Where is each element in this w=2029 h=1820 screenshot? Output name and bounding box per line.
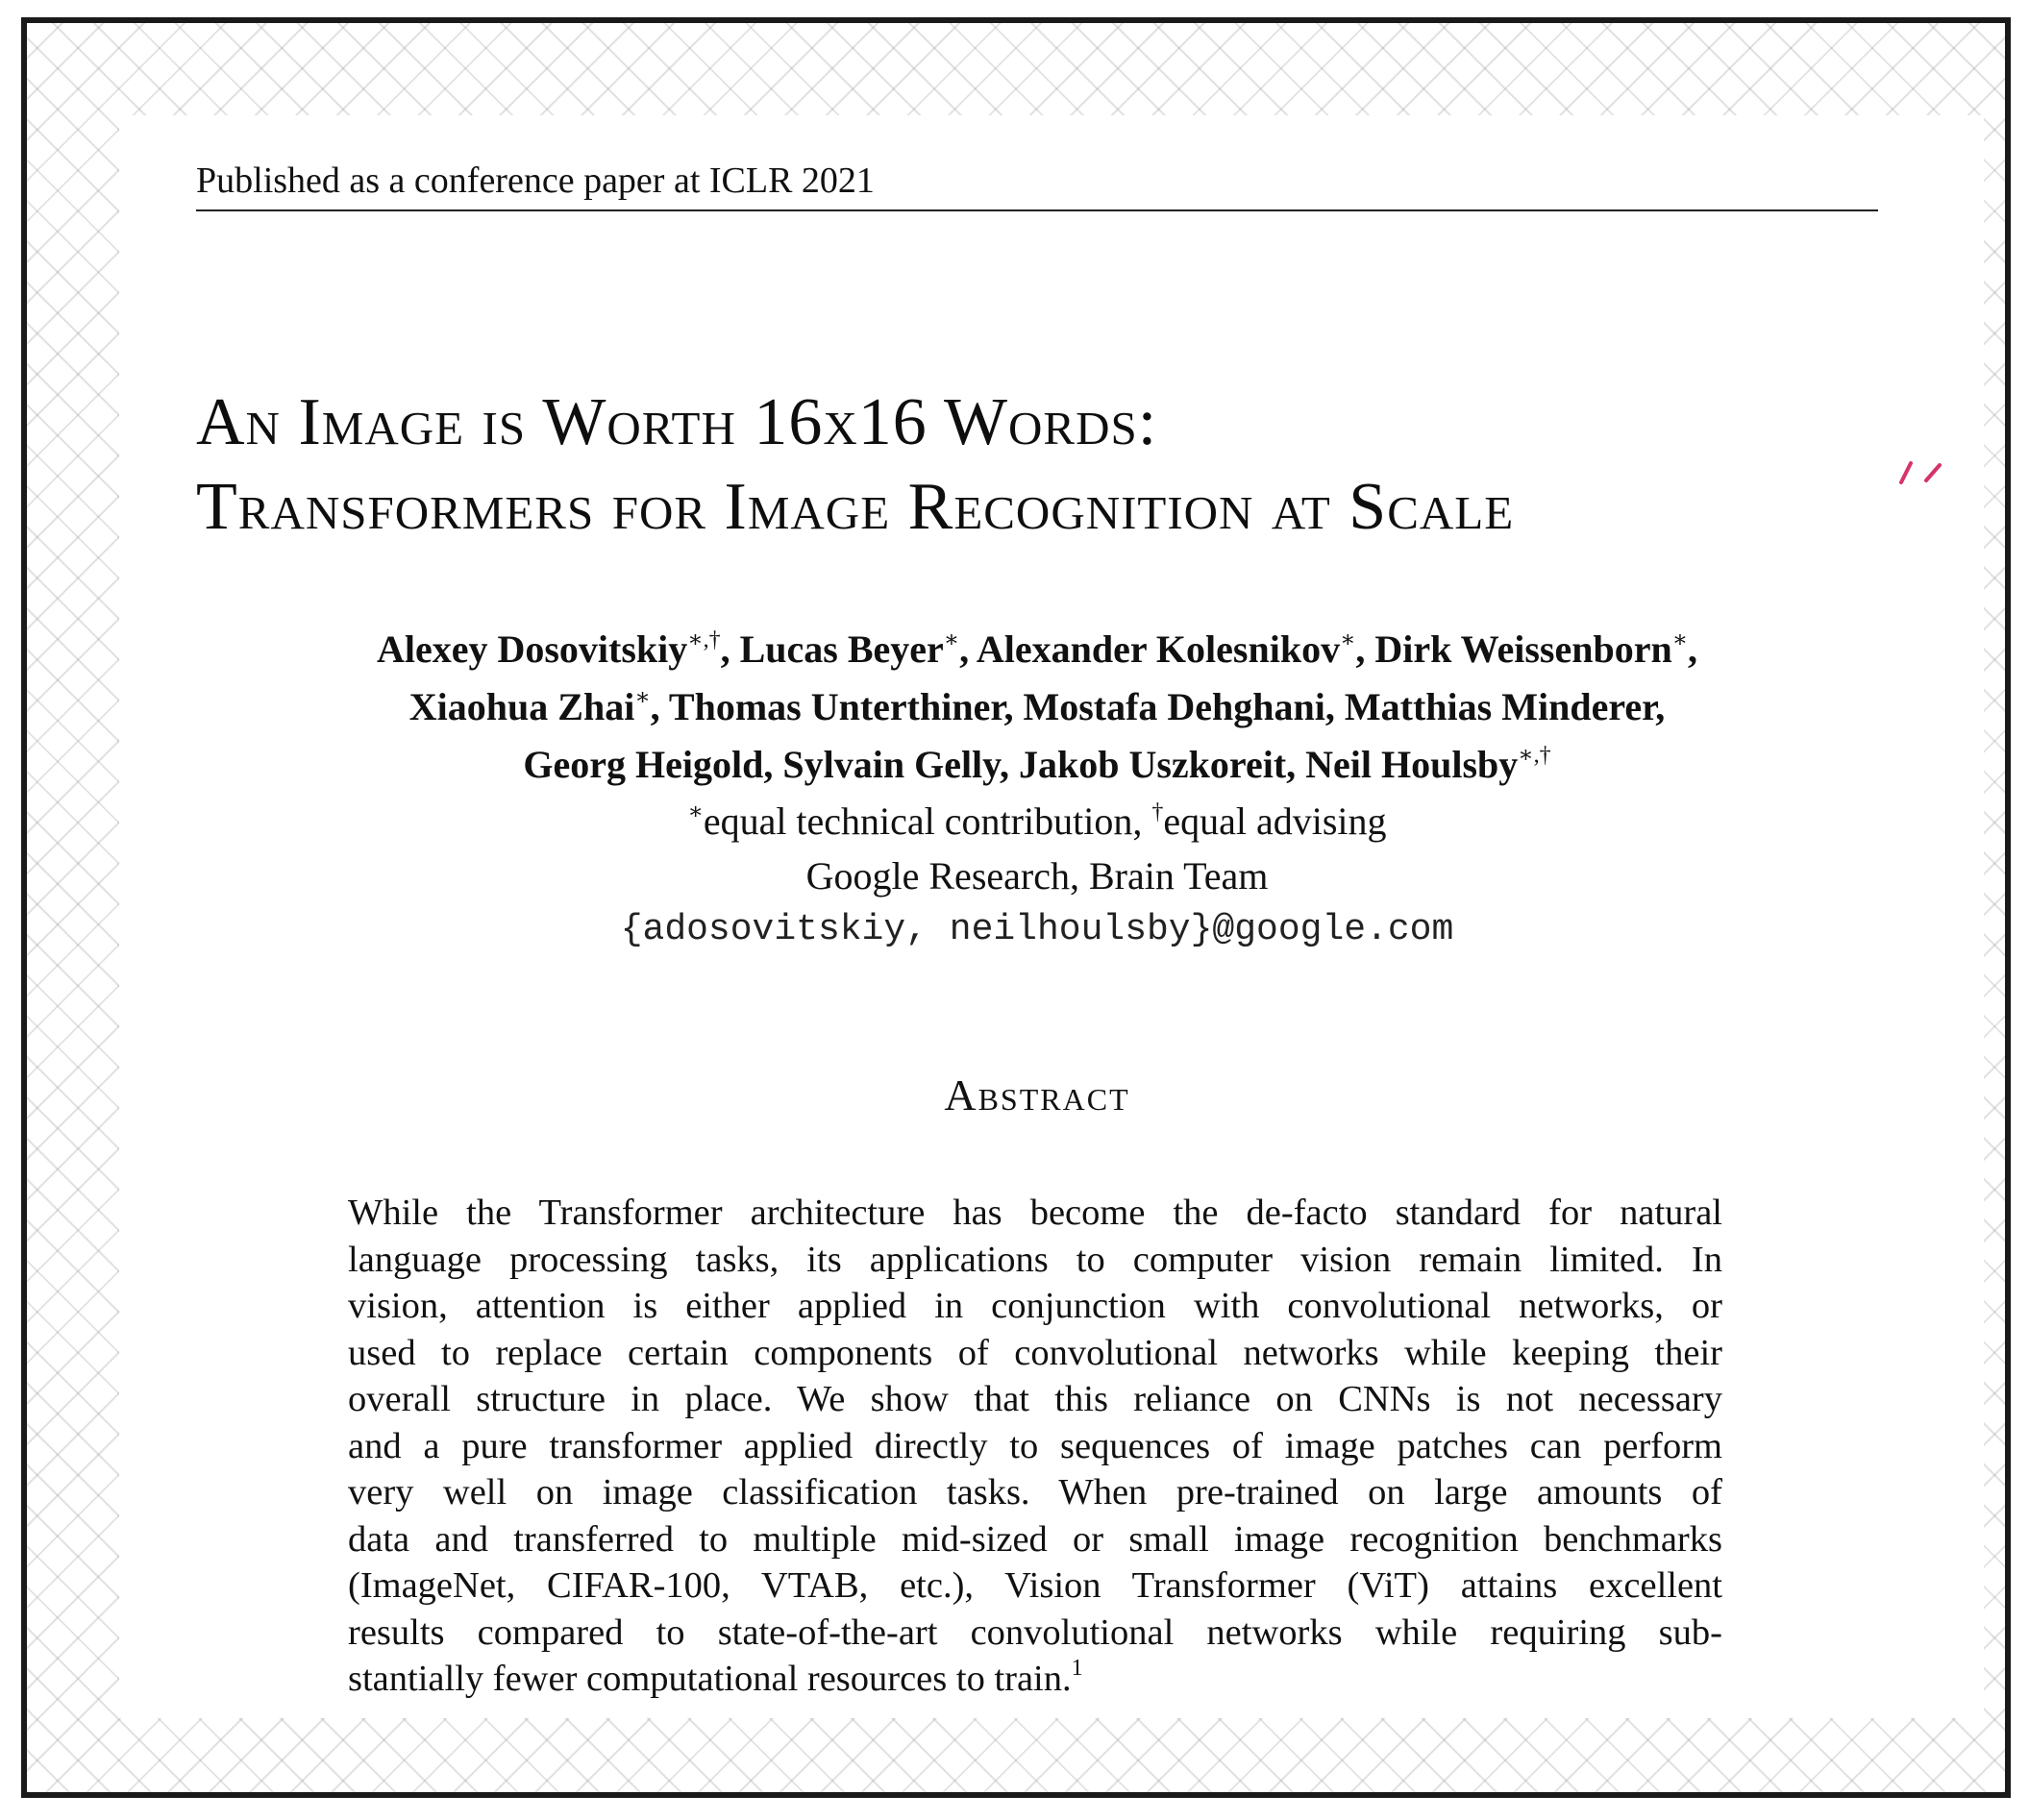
author-separator: , [1286, 743, 1306, 786]
abstract-line: language processing tasks, its applications to computer vision remain limited. In [348, 1239, 1722, 1280]
author-separator: , [1355, 627, 1375, 671]
footnote-mark: 1 [1071, 1656, 1083, 1681]
author-line-2 [196, 678, 1878, 736]
abstract-line: and a pure transformer applied directly to sequences of image patches can perform [348, 1425, 1722, 1466]
author-name: Sylvain Gelly [782, 743, 1000, 786]
abstract-body [348, 1190, 1722, 1703]
affiliation: Google Research, Brain Team [805, 854, 1269, 898]
author-separator: , [1655, 685, 1666, 728]
author-name: Xiaohua Zhai [408, 685, 635, 728]
author-separator: , [650, 685, 669, 728]
author-name: Lucas Beyer [739, 627, 944, 671]
author-affiliation-mark: ∗ [1671, 627, 1689, 652]
venue-header: Published as a conference paper at ICLR 2021 [196, 160, 875, 201]
paper-title-line-1: An Image is Worth 16x16 Words: [196, 385, 1158, 459]
equal-contribution-text: equal technical contribution, [703, 799, 1152, 843]
equal-advising-text: equal advising [1163, 799, 1387, 843]
equal-contribution-mark: ∗ [687, 799, 704, 824]
accent-marks-icon [1890, 454, 1947, 492]
abstract-line-last [348, 1656, 1722, 1703]
author-name: Matthias Minderer [1344, 685, 1656, 728]
abstract-line-text: stantially fewer computational resources to train. [348, 1659, 1072, 1699]
author-separator: , [999, 743, 1019, 786]
abstract-heading: Abstract [944, 1070, 1130, 1119]
author-name: Jakob Uszkoreit [1018, 743, 1287, 786]
abstract-line: While the Transformer architecture has become the de-facto standard for natural [348, 1193, 1722, 1233]
author-list [196, 621, 1878, 794]
abstract-line: results compared to state-of-the-art convolutional networks while requiring sub- [348, 1611, 1722, 1653]
author-line-1 [196, 621, 1878, 678]
abstract-line: data and transferred to multiple mid-sized or small image recognition benchmarks [348, 1518, 1722, 1560]
author-affiliation-mark: ∗,† [687, 627, 721, 652]
author-name: Alexey Dosovitskiy [376, 627, 688, 671]
abstract-line: overall structure in place. We show that this reliance on CNNs is not necessary [348, 1379, 1722, 1419]
contact-email: {adosovitskiy, neilhoulsby}@google.com [620, 909, 1454, 950]
author-name: Dirk Weissenborn [1374, 627, 1672, 671]
author-separator: , [1688, 627, 1698, 671]
abstract-line: very well on image classification tasks. When pre-trained on large amounts of [348, 1472, 1722, 1513]
author-separator: , [720, 627, 740, 671]
author-affiliation-mark: ∗,† [1518, 743, 1551, 768]
contribution-note [196, 794, 1878, 849]
author-name: Thomas Unterthiner [668, 685, 1004, 728]
author-separator: , [1324, 685, 1345, 728]
author-affiliation-mark: ∗ [943, 627, 960, 652]
author-name: Georg Heigold [523, 743, 764, 786]
abstract-line: (ImageNet, CIFAR-100, VTAB, etc.), Vision Transformer (ViT) attains excellent [348, 1565, 1722, 1606]
author-separator: , [763, 743, 783, 786]
author-separator: , [959, 627, 977, 671]
abstract-line: vision, attention is either applied in conjunction with convolutional networks, or [348, 1286, 1722, 1326]
header-rule [196, 209, 1878, 211]
equal-advising-mark: † [1151, 799, 1164, 824]
paper-page [119, 115, 1984, 1718]
author-name: Mostafa Dehghani [1023, 685, 1325, 728]
paper-title-line-2: Transformers for Image Recognition at Scale [196, 470, 1515, 544]
abstract-line: used to replace certain components of convolutional networks while keeping their [348, 1332, 1722, 1373]
author-name: Alexander Kolesnikov [976, 627, 1341, 671]
author-separator: , [1003, 685, 1024, 728]
document-frame [21, 17, 2011, 1798]
author-affiliation-mark: ∗ [1340, 627, 1356, 652]
author-affiliation-mark: ∗ [634, 685, 651, 710]
author-name: Neil Houlsby [1305, 743, 1519, 786]
author-line-3 [196, 736, 1878, 794]
